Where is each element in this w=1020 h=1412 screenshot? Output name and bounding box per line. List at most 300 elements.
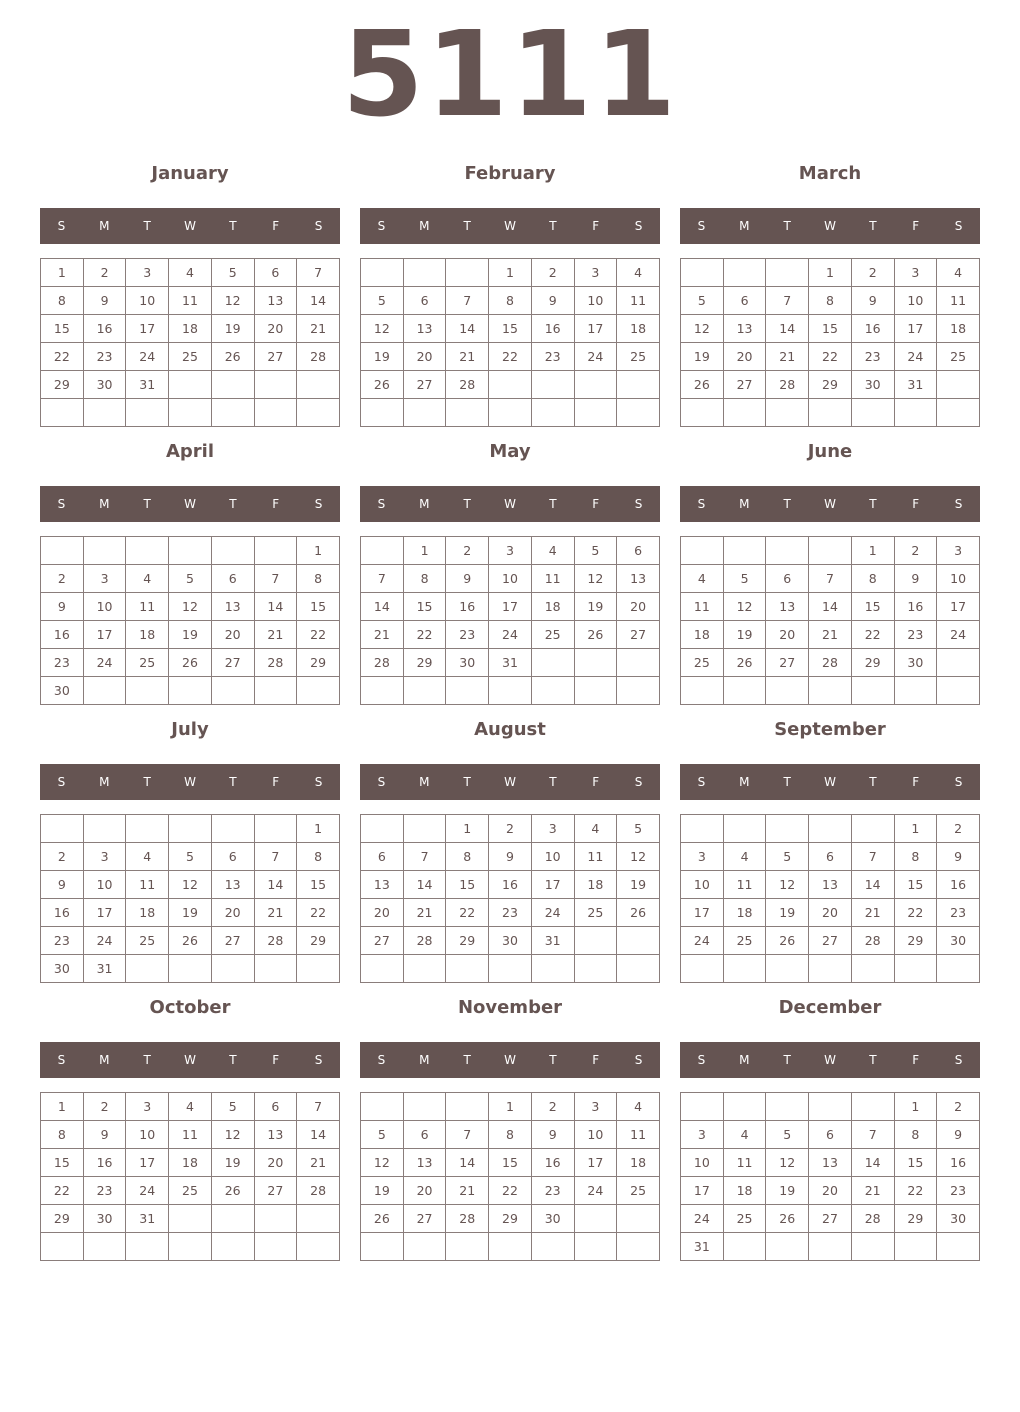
- day-cell: 3: [681, 843, 724, 871]
- empty-cell: [361, 259, 404, 287]
- day-cell: 23: [531, 1177, 574, 1205]
- day-cell: 23: [937, 1177, 980, 1205]
- empty-cell: [254, 371, 297, 399]
- weekday-label: S: [377, 219, 386, 233]
- day-cell: 30: [446, 649, 489, 677]
- day-cell: 28: [851, 927, 894, 955]
- day-cell: 19: [211, 1149, 254, 1177]
- week-row: [361, 649, 660, 677]
- empty-cell: [617, 371, 660, 399]
- month-title: December: [778, 997, 882, 1018]
- day-cell: 4: [126, 565, 169, 593]
- weekday-label: S: [57, 1053, 66, 1067]
- day-cell: 28: [766, 371, 809, 399]
- day-cell: 3: [574, 259, 617, 287]
- week-row: [681, 1205, 980, 1233]
- empty-cell: [937, 1233, 980, 1261]
- day-cell: 22: [297, 621, 340, 649]
- day-cell: 6: [723, 287, 766, 315]
- day-cell: 22: [894, 1177, 937, 1205]
- empty-cell: [531, 955, 574, 983]
- day-cell: 28: [809, 649, 852, 677]
- day-cell: 5: [211, 259, 254, 287]
- weekday-label: W: [184, 1053, 196, 1067]
- week-row: [681, 927, 980, 955]
- empty-cell: [766, 259, 809, 287]
- day-cell: 20: [403, 1177, 446, 1205]
- day-cell: 11: [169, 1121, 212, 1149]
- day-cell: 8: [489, 1121, 532, 1149]
- day-cell: 10: [574, 1121, 617, 1149]
- week-row: [41, 1205, 340, 1233]
- day-cell: 14: [851, 871, 894, 899]
- weekday-label: T: [463, 1053, 471, 1067]
- week-row: [41, 1149, 340, 1177]
- empty-cell: [809, 399, 852, 427]
- weekday-header: [40, 486, 340, 522]
- day-cell: 7: [851, 843, 894, 871]
- month-title: August: [474, 719, 546, 740]
- empty-cell: [361, 1093, 404, 1121]
- day-cell: 30: [41, 677, 84, 705]
- weekday-label: T: [869, 1053, 877, 1067]
- empty-cell: [809, 955, 852, 983]
- day-cell: 5: [766, 1121, 809, 1149]
- month-title: March: [798, 163, 862, 184]
- day-cell: 6: [766, 565, 809, 593]
- week-row: [41, 399, 340, 427]
- week-row: [361, 955, 660, 983]
- day-cell: 22: [446, 899, 489, 927]
- empty-cell: [403, 1093, 446, 1121]
- empty-cell: [937, 399, 980, 427]
- week-row: [361, 287, 660, 315]
- day-cell: 27: [254, 343, 297, 371]
- day-cell: 6: [211, 565, 254, 593]
- empty-cell: [851, 399, 894, 427]
- day-cell: 26: [169, 927, 212, 955]
- week-row: [681, 259, 980, 287]
- day-grid: [680, 814, 980, 983]
- empty-cell: [489, 677, 532, 705]
- empty-cell: [254, 1233, 297, 1261]
- week-row: [41, 537, 340, 565]
- day-cell: 9: [851, 287, 894, 315]
- day-cell: 27: [403, 1205, 446, 1233]
- day-cell: 26: [766, 927, 809, 955]
- day-cell: 23: [446, 621, 489, 649]
- empty-cell: [937, 649, 980, 677]
- day-cell: 17: [83, 621, 126, 649]
- weekday-label: S: [314, 1053, 323, 1067]
- day-cell: 14: [361, 593, 404, 621]
- day-cell: 26: [723, 649, 766, 677]
- day-cell: 21: [851, 1177, 894, 1205]
- day-cell: 27: [809, 927, 852, 955]
- day-grid: [360, 536, 660, 705]
- week-row: [41, 649, 340, 677]
- day-cell: 3: [83, 843, 126, 871]
- day-cell: 25: [937, 343, 980, 371]
- empty-cell: [489, 1233, 532, 1261]
- weekday-label: M: [99, 219, 110, 233]
- day-cell: 24: [126, 343, 169, 371]
- day-cell: 8: [446, 843, 489, 871]
- empty-cell: [574, 399, 617, 427]
- empty-cell: [766, 955, 809, 983]
- day-cell: 22: [809, 343, 852, 371]
- month-title: October: [149, 997, 231, 1018]
- empty-cell: [723, 1093, 766, 1121]
- day-cell: 17: [531, 871, 574, 899]
- day-cell: 22: [851, 621, 894, 649]
- week-row: [681, 565, 980, 593]
- week-row: [681, 593, 980, 621]
- weekday-label: F: [592, 219, 600, 233]
- day-cell: 2: [446, 537, 489, 565]
- day-grid: [40, 1092, 340, 1261]
- day-cell: 28: [403, 927, 446, 955]
- empty-cell: [446, 259, 489, 287]
- day-cell: 30: [83, 371, 126, 399]
- day-cell: 14: [254, 871, 297, 899]
- day-cell: 24: [531, 899, 574, 927]
- day-cell: 20: [723, 343, 766, 371]
- empty-cell: [126, 955, 169, 983]
- week-row: [41, 815, 340, 843]
- week-row: [681, 1233, 980, 1261]
- day-cell: 23: [41, 927, 84, 955]
- day-cell: 14: [297, 287, 340, 315]
- day-cell: 4: [723, 1121, 766, 1149]
- weekday-label: F: [592, 1053, 600, 1067]
- day-cell: 26: [169, 649, 212, 677]
- day-cell: 6: [211, 843, 254, 871]
- day-cell: 21: [254, 899, 297, 927]
- day-cell: 19: [766, 899, 809, 927]
- day-cell: 28: [446, 371, 489, 399]
- year-title: 5111: [341, 5, 679, 143]
- day-cell: 20: [254, 1149, 297, 1177]
- day-cell: 9: [937, 1121, 980, 1149]
- week-row: [361, 899, 660, 927]
- week-row: [681, 815, 980, 843]
- month-title: September: [774, 719, 886, 740]
- weekday-label: W: [504, 1053, 516, 1067]
- day-cell: 14: [809, 593, 852, 621]
- weekday-label: M: [419, 497, 430, 511]
- empty-cell: [723, 537, 766, 565]
- day-cell: 19: [361, 343, 404, 371]
- day-cell: 16: [531, 1149, 574, 1177]
- empty-cell: [766, 537, 809, 565]
- week-row: [681, 343, 980, 371]
- day-cell: 15: [41, 315, 84, 343]
- weekday-label: S: [377, 497, 386, 511]
- empty-cell: [851, 815, 894, 843]
- day-cell: 25: [617, 1177, 660, 1205]
- day-cell: 9: [83, 1121, 126, 1149]
- day-cell: 5: [211, 1093, 254, 1121]
- day-cell: 13: [403, 315, 446, 343]
- weekday-label: S: [954, 775, 963, 789]
- week-row: [681, 899, 980, 927]
- weekday-header: [40, 1042, 340, 1078]
- week-row: [361, 565, 660, 593]
- weekday-label: F: [272, 775, 280, 789]
- day-cell: 18: [531, 593, 574, 621]
- day-cell: 14: [254, 593, 297, 621]
- week-row: [41, 927, 340, 955]
- day-cell: 9: [446, 565, 489, 593]
- empty-cell: [403, 677, 446, 705]
- day-cell: 7: [851, 1121, 894, 1149]
- day-cell: 23: [531, 343, 574, 371]
- day-cell: 5: [766, 843, 809, 871]
- week-row: [41, 343, 340, 371]
- day-cell: 21: [361, 621, 404, 649]
- empty-cell: [681, 955, 724, 983]
- weekday-label: T: [869, 775, 877, 789]
- day-cell: 14: [446, 315, 489, 343]
- day-cell: 23: [489, 899, 532, 927]
- day-cell: 9: [489, 843, 532, 871]
- day-cell: 13: [809, 871, 852, 899]
- week-row: [681, 649, 980, 677]
- day-cell: 31: [126, 1205, 169, 1233]
- day-cell: 22: [894, 899, 937, 927]
- day-cell: 12: [766, 871, 809, 899]
- weekday-label: T: [463, 497, 471, 511]
- day-cell: 3: [83, 565, 126, 593]
- weekday-label: T: [143, 1053, 151, 1067]
- day-cell: 9: [531, 287, 574, 315]
- day-cell: 2: [83, 1093, 126, 1121]
- empty-cell: [254, 955, 297, 983]
- empty-cell: [681, 1093, 724, 1121]
- day-cell: 2: [937, 1093, 980, 1121]
- weekday-header: [40, 208, 340, 244]
- day-cell: 19: [766, 1177, 809, 1205]
- day-cell: 13: [617, 565, 660, 593]
- day-cell: 23: [41, 649, 84, 677]
- weekday-label: W: [184, 775, 196, 789]
- day-cell: 21: [766, 343, 809, 371]
- empty-cell: [489, 399, 532, 427]
- week-row: [41, 259, 340, 287]
- day-cell: 25: [723, 927, 766, 955]
- day-cell: 15: [894, 1149, 937, 1177]
- day-cell: 17: [681, 899, 724, 927]
- week-row: [41, 899, 340, 927]
- week-row: [681, 871, 980, 899]
- empty-cell: [851, 1093, 894, 1121]
- empty-cell: [531, 649, 574, 677]
- day-cell: 20: [254, 315, 297, 343]
- day-cell: 21: [297, 1149, 340, 1177]
- empty-cell: [617, 677, 660, 705]
- month-title: April: [165, 441, 215, 462]
- empty-cell: [126, 537, 169, 565]
- weekday-label: F: [912, 1053, 920, 1067]
- week-row: [361, 537, 660, 565]
- empty-cell: [169, 1233, 212, 1261]
- day-cell: 22: [297, 899, 340, 927]
- day-cell: 22: [489, 343, 532, 371]
- day-cell: 22: [41, 1177, 84, 1205]
- weekday-label: S: [954, 219, 963, 233]
- day-cell: 25: [169, 343, 212, 371]
- week-row: [361, 843, 660, 871]
- day-cell: 16: [489, 871, 532, 899]
- empty-cell: [297, 1233, 340, 1261]
- weekday-header: [680, 486, 980, 522]
- weekday-label: T: [783, 219, 791, 233]
- day-cell: 24: [681, 927, 724, 955]
- week-row: [681, 399, 980, 427]
- day-cell: 10: [681, 1149, 724, 1177]
- week-row: [41, 1121, 340, 1149]
- day-cell: 27: [617, 621, 660, 649]
- day-cell: 17: [574, 1149, 617, 1177]
- weekday-header: [680, 1042, 980, 1078]
- day-cell: 8: [41, 1121, 84, 1149]
- empty-cell: [574, 927, 617, 955]
- week-row: [41, 315, 340, 343]
- weekday-label: M: [739, 775, 750, 789]
- day-cell: 15: [297, 871, 340, 899]
- day-cell: 6: [617, 537, 660, 565]
- empty-cell: [403, 815, 446, 843]
- day-cell: 7: [254, 565, 297, 593]
- week-row: [361, 815, 660, 843]
- day-cell: 10: [681, 871, 724, 899]
- empty-cell: [489, 955, 532, 983]
- day-cell: 16: [894, 593, 937, 621]
- day-cell: 2: [489, 815, 532, 843]
- day-cell: 26: [361, 371, 404, 399]
- day-cell: 29: [851, 649, 894, 677]
- day-cell: 18: [617, 315, 660, 343]
- empty-cell: [681, 815, 724, 843]
- day-cell: 30: [41, 955, 84, 983]
- day-cell: 11: [126, 593, 169, 621]
- day-cell: 17: [126, 1149, 169, 1177]
- empty-cell: [809, 1233, 852, 1261]
- week-row: [681, 315, 980, 343]
- week-row: [41, 1093, 340, 1121]
- empty-cell: [446, 955, 489, 983]
- weekday-label: S: [697, 497, 706, 511]
- weekday-label: M: [419, 1053, 430, 1067]
- day-cell: 2: [41, 843, 84, 871]
- day-cell: 20: [617, 593, 660, 621]
- empty-cell: [809, 815, 852, 843]
- weekday-label: S: [57, 219, 66, 233]
- weekday-label: T: [463, 219, 471, 233]
- day-cell: 12: [361, 1149, 404, 1177]
- day-cell: 16: [937, 871, 980, 899]
- day-cell: 19: [681, 343, 724, 371]
- day-cell: 4: [169, 259, 212, 287]
- week-row: [681, 621, 980, 649]
- day-cell: 8: [894, 1121, 937, 1149]
- empty-cell: [361, 677, 404, 705]
- week-row: [361, 1233, 660, 1261]
- day-cell: 20: [809, 1177, 852, 1205]
- day-cell: 1: [403, 537, 446, 565]
- empty-cell: [126, 399, 169, 427]
- day-cell: 12: [766, 1149, 809, 1177]
- empty-cell: [809, 1093, 852, 1121]
- day-cell: 15: [297, 593, 340, 621]
- empty-cell: [574, 677, 617, 705]
- day-cell: 20: [766, 621, 809, 649]
- day-cell: 24: [574, 343, 617, 371]
- empty-cell: [83, 677, 126, 705]
- day-cell: 17: [894, 315, 937, 343]
- day-cell: 11: [574, 843, 617, 871]
- day-grid: [360, 258, 660, 427]
- day-cell: 6: [809, 1121, 852, 1149]
- weekday-label: F: [272, 219, 280, 233]
- day-cell: 19: [211, 315, 254, 343]
- day-cell: 15: [851, 593, 894, 621]
- day-cell: 5: [723, 565, 766, 593]
- weekday-label: W: [824, 775, 836, 789]
- day-cell: 25: [126, 927, 169, 955]
- weekday-label: M: [99, 1053, 110, 1067]
- day-cell: 21: [446, 343, 489, 371]
- day-cell: 20: [403, 343, 446, 371]
- empty-cell: [211, 399, 254, 427]
- day-grid: [360, 814, 660, 983]
- day-cell: 4: [681, 565, 724, 593]
- day-cell: 11: [723, 871, 766, 899]
- day-cell: 15: [809, 315, 852, 343]
- day-cell: 1: [297, 815, 340, 843]
- weekday-label: T: [783, 775, 791, 789]
- weekday-label: S: [314, 219, 323, 233]
- empty-cell: [297, 1205, 340, 1233]
- day-cell: 7: [446, 1121, 489, 1149]
- day-cell: 16: [83, 315, 126, 343]
- week-row: [361, 871, 660, 899]
- day-cell: 28: [254, 649, 297, 677]
- day-cell: 3: [681, 1121, 724, 1149]
- weekday-label: T: [229, 219, 237, 233]
- day-cell: 30: [83, 1205, 126, 1233]
- day-cell: 28: [297, 1177, 340, 1205]
- day-cell: 22: [403, 621, 446, 649]
- week-row: [681, 955, 980, 983]
- empty-cell: [723, 677, 766, 705]
- day-cell: 24: [937, 621, 980, 649]
- day-cell: 1: [809, 259, 852, 287]
- empty-cell: [937, 371, 980, 399]
- weekday-label: F: [912, 497, 920, 511]
- weekday-label: T: [143, 497, 151, 511]
- day-cell: 26: [766, 1205, 809, 1233]
- weekday-label: F: [592, 497, 600, 511]
- day-cell: 7: [297, 259, 340, 287]
- weekday-label: S: [634, 775, 643, 789]
- week-row: [361, 1093, 660, 1121]
- day-cell: 15: [489, 315, 532, 343]
- empty-cell: [723, 399, 766, 427]
- weekday-label: S: [314, 775, 323, 789]
- day-cell: 24: [83, 649, 126, 677]
